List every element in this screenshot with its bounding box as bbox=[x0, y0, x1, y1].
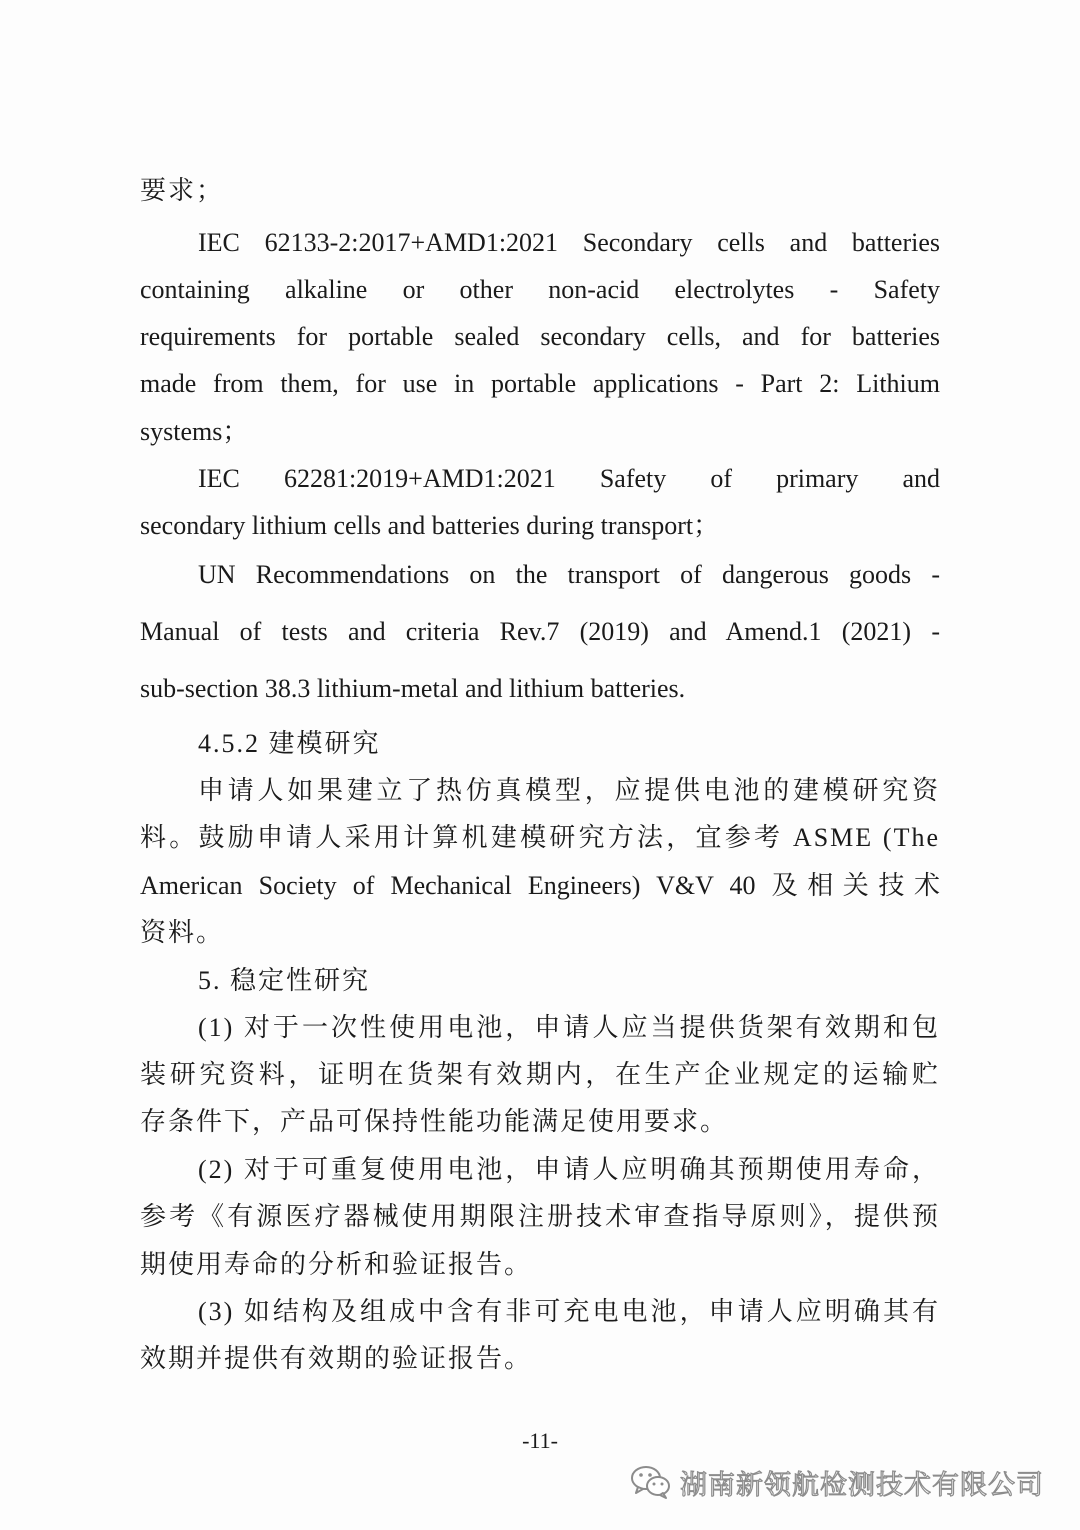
text-line: 期使用寿命的分析和验证报告。 bbox=[140, 1250, 533, 1279]
text-line: 要求； bbox=[140, 176, 225, 205]
text-line: 存条件下，产品可保持性能功能满足使用要求。 bbox=[140, 1107, 729, 1136]
section-heading: 5. 稳定性研究 bbox=[198, 966, 371, 995]
text-line: sub-section 38.3 lithium-metal and lithium batteries. bbox=[140, 674, 686, 703]
watermark bbox=[630, 1462, 1044, 1502]
text-line: 参考《有源医疗器械使用期限注册技术审查指导原则》，提供预 bbox=[140, 1202, 940, 1231]
text-line: Manual of tests and criteria Rev.7 (2019) and Amend.1 (2021) - bbox=[140, 617, 940, 646]
text-line: (3) 如结构及组成中含有非可充电电池，申请人应明确其有 bbox=[198, 1297, 940, 1326]
text-line: UN Recommendations on the transport of dangerous goods - bbox=[198, 560, 940, 589]
text-line: 装研究资料，证明在货架有效期内，在生产企业规定的运输贮 bbox=[140, 1060, 940, 1089]
text-line: (1) 对于一次性使用电池，申请人应当提供货架有效期和包 bbox=[198, 1013, 940, 1042]
section-heading: 4.5.2 建模研究 bbox=[198, 729, 381, 758]
text-line: (2) 对于可重复使用电池，申请人应明确其预期使用寿命， bbox=[198, 1155, 940, 1184]
text-line: containing alkaline or other non-acid electrolytes - Safety bbox=[140, 275, 940, 304]
text-line: 申请人如果建立了热仿真模型，应提供电池的建模研究资 bbox=[198, 776, 940, 805]
text-line: IEC 62133-2:2017+AMD1:2021 Secondary cells and batteries bbox=[198, 228, 940, 257]
text-line: IEC 62281:2019+AMD1:2021 Safety of primary and bbox=[198, 464, 940, 493]
watermark-text: 湖南新领航检测技术有限公司 bbox=[680, 1469, 1044, 1501]
text-line: 料。鼓励申请人采用计算机建模研究方法，宜参考 ASME (The bbox=[140, 823, 940, 852]
text-line: 资料。 bbox=[140, 918, 225, 947]
text-line: secondary lithium cells and batteries during transport； bbox=[140, 511, 720, 540]
page-number: -11- bbox=[522, 1428, 558, 1453]
wechat-icon bbox=[630, 1464, 672, 1500]
text-line: requirements for portable sealed secondary cells, and for batteries bbox=[140, 322, 940, 351]
text-line: made from them, for use in portable applications - Part 2: Lithium bbox=[140, 369, 940, 398]
text-line: American Society of Mechanical Engineers) V&V 40 及相关技术 bbox=[140, 871, 940, 900]
text-line: 效期并提供有效期的验证报告。 bbox=[140, 1344, 533, 1373]
text-line: systems； bbox=[140, 417, 249, 446]
